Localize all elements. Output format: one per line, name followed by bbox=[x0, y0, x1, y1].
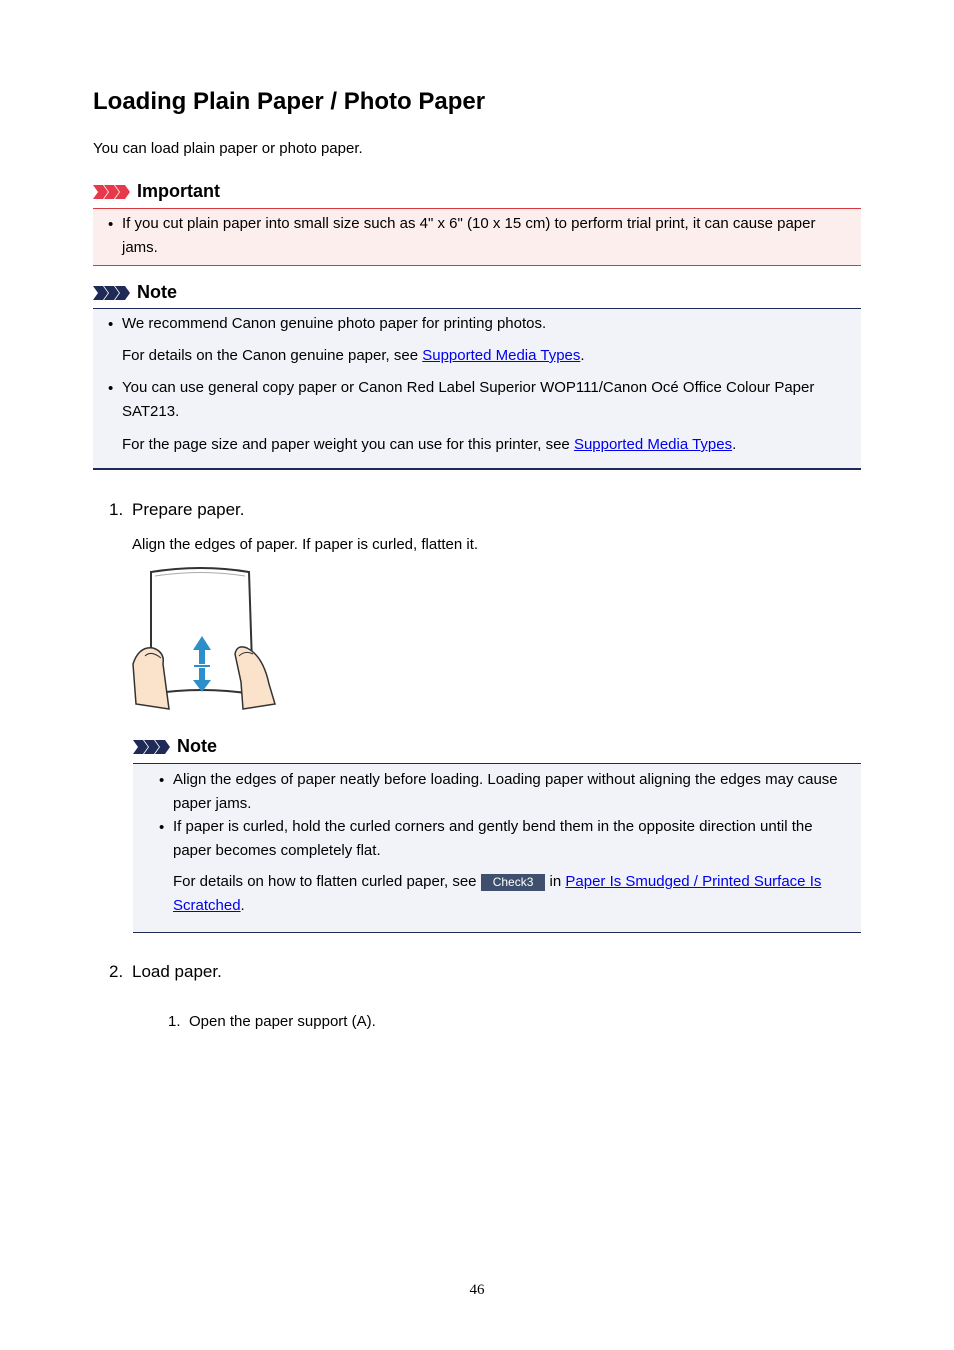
page-title: Loading Plain Paper / Photo Paper bbox=[93, 88, 486, 115]
supported-media-types-link-2[interactable]: Supported Media Types bbox=[573, 436, 733, 453]
note-item-1-detail: For details on the Canon genuine paper, see Supported Media Types. bbox=[122, 347, 585, 364]
bullet: • bbox=[108, 316, 114, 333]
important-box bbox=[93, 208, 861, 266]
check3-badge: Check3 bbox=[481, 874, 546, 891]
note-label-2: Note bbox=[177, 736, 217, 756]
note-box bbox=[93, 308, 861, 470]
note-arrows-icon bbox=[133, 738, 171, 756]
note-box-2 bbox=[133, 763, 861, 933]
note-item-2-detail: For the page size and paper weight you can use for this printer, see Supported Media Types. bbox=[122, 436, 737, 453]
step-number: 1. bbox=[109, 500, 124, 519]
step-description: Align the edges of paper. If paper is curled, flatten it. bbox=[132, 536, 479, 553]
page-number: 46 bbox=[469, 1282, 485, 1298]
important-item: If you cut plain paper into small size such as 4" x 6" (10 x 15 cm) to perform trial print, it can cause paper jams. bbox=[122, 215, 816, 256]
bullet: • bbox=[159, 772, 165, 789]
bullet: • bbox=[108, 380, 114, 397]
paper-smudged-link[interactable]: Paper Is Smudged / Printed Surface Is Scratched bbox=[173, 873, 822, 914]
note2-item-2: If paper is curled, hold the curled corners and gently bend them in the opposite direction until the paper becomes completely flat. bbox=[173, 818, 813, 859]
substep-text: Open the paper support (A). bbox=[189, 1013, 376, 1030]
intro-text: You can load plain paper or photo paper. bbox=[93, 140, 363, 157]
note-arrows-icon bbox=[93, 284, 131, 302]
step-text: Load paper. bbox=[132, 962, 222, 981]
align-paper-illustration bbox=[131, 564, 281, 714]
important-label: Important bbox=[137, 181, 220, 201]
bullet: • bbox=[159, 819, 165, 836]
note-heading-2 bbox=[133, 736, 217, 757]
step-text: Prepare paper. bbox=[132, 500, 245, 519]
note2-item-1: Align the edges of paper neatly before loading. Loading paper without aligning the edges may cause paper jams. bbox=[173, 771, 838, 812]
supported-media-types-link[interactable]: Supported Media Types bbox=[422, 347, 581, 364]
note-heading bbox=[93, 282, 177, 303]
note-label: Note bbox=[137, 282, 177, 302]
bullet: • bbox=[108, 216, 114, 233]
important-arrows-icon bbox=[93, 183, 131, 201]
substep-number: 1. bbox=[168, 1013, 181, 1030]
note-item-1: We recommend Canon genuine photo paper for printing photos. bbox=[122, 315, 547, 332]
note-item-2: You can use general copy paper or Canon Red Label Superior WOP111/Canon Océ Office Colour Paper SAT213. bbox=[122, 379, 815, 420]
note2-detail: For details on how to flatten curled paper, see Check3 in Paper Is Smudged / Printed Surface Is Scratched. bbox=[173, 873, 822, 914]
step-number: 2. bbox=[109, 962, 124, 981]
important-heading bbox=[93, 181, 220, 202]
